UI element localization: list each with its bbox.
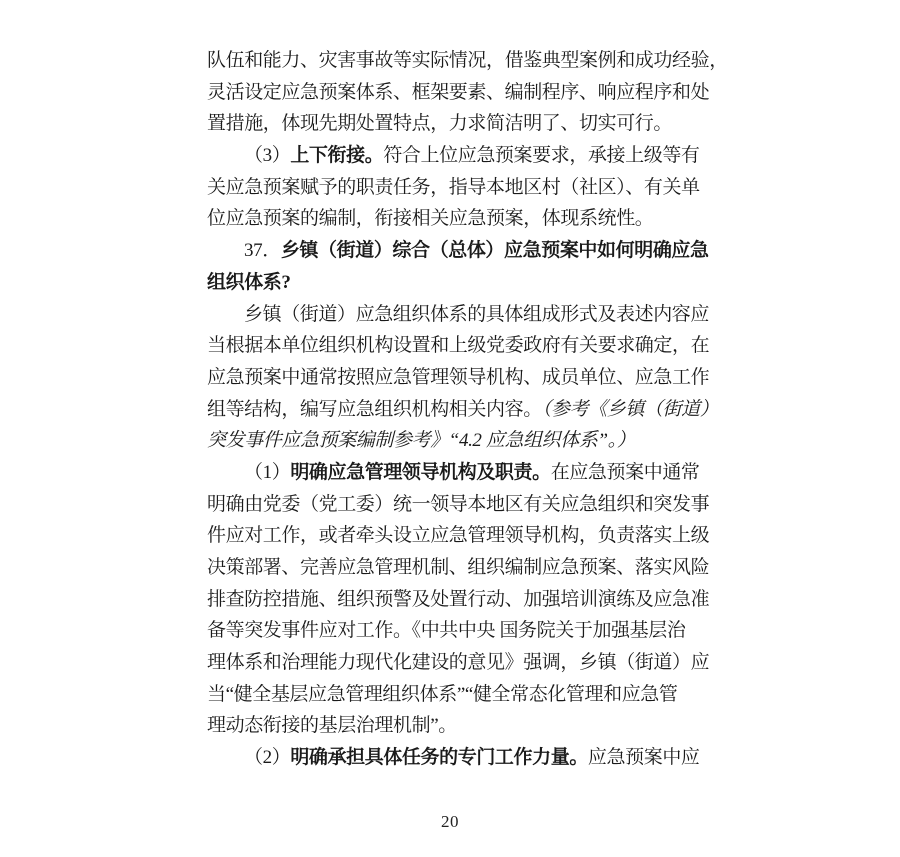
text-line: [207, 679, 725, 711]
body-text: 应急预案中应: [587, 747, 700, 769]
text-line: [207, 140, 725, 172]
body-text: 乡镇（街道）应急组织体系的具体组成形式及表述内容应: [244, 303, 710, 325]
text-line: [207, 425, 725, 457]
emphasis-text: 组织体系?: [207, 271, 291, 293]
body-text: 件应对工作，或者牵头设立应急管理领导机构，负责落实上级: [207, 525, 710, 547]
body-text: 当根据本单位组织机构设置和上级党委政府有关要求确定，在: [207, 335, 710, 357]
body-text: 37．: [244, 240, 281, 262]
body-text: （3）: [244, 145, 291, 167]
reference-note-text: 突发事件应急预案编制参考》“4.2 应急组织体系”。）: [207, 430, 636, 452]
text-line: [207, 172, 725, 204]
body-text: 理体系和治理能力现代化建设的意见》强调，乡镇（街道）应: [207, 652, 710, 674]
text-line: [207, 552, 725, 584]
text-line: [207, 362, 725, 394]
text-line: [207, 489, 725, 521]
text-line: [207, 394, 725, 426]
text-line: [207, 647, 725, 679]
text-line: [207, 710, 725, 742]
body-text: 理动态衔接的基层治理机制”。: [207, 715, 457, 737]
emphasis-text: 明确应急管理领导机构及职责。: [290, 461, 551, 483]
text-line: [207, 77, 725, 109]
body-text: 队伍和能力、灾害事故等实际情况，借鉴典型案例和成功经验，: [207, 50, 728, 71]
body-text: 排查防控措施、组织预警及处置行动、加强培训演练及应急准: [207, 588, 710, 610]
body-text: 备等突发事件应对工作。《中共中央 国务院关于加强基层治: [207, 620, 686, 642]
text-line: [207, 299, 725, 331]
page-number: 20: [441, 812, 459, 831]
text-line: [207, 267, 725, 299]
text-line: [207, 584, 725, 616]
emphasis-text: 乡镇（街道）综合（总体）应急预案中如何明确应急: [280, 240, 709, 262]
reference-note-text: （参考《乡镇（街道）: [541, 398, 719, 420]
text-line: [207, 235, 725, 267]
text-line: [207, 520, 725, 552]
body-text: 位应急预案的编制，衔接相关应急预案，体现系统性。: [207, 208, 654, 230]
body-text: 符合上位应急预案要求，承接上级等有: [383, 145, 700, 167]
body-text: 应急预案中通常按照应急管理领导机构、成员单位、应急工作: [207, 366, 710, 388]
body-text: 组等结构，编写应急组织机构相关内容。: [207, 398, 542, 420]
body-text: （1）: [244, 461, 291, 483]
text-line: [207, 108, 725, 140]
text-line: [207, 742, 725, 774]
body-text: 灵活设定应急预案体系、框架要素、编制程序、响应程序和处: [207, 81, 710, 103]
text-line: [207, 45, 728, 77]
body-text: 关应急预案赋予的职责任务，指导本地区村（社区）、有关单: [207, 176, 700, 198]
emphasis-text: 上下衔接。: [290, 145, 384, 167]
body-text: 在应急预案中通常: [550, 461, 700, 483]
body-text: （2）: [244, 747, 291, 769]
body-text: 当“健全基层应急管理组织体系”“健全常态化管理和应急管: [207, 683, 678, 705]
body-text: 决策部署、完善应急管理机制、组织编制应急预案、落实风险: [207, 557, 710, 578]
document-body: [207, 45, 728, 774]
text-line: [207, 330, 725, 362]
text-line: [207, 457, 725, 489]
text-line: [207, 203, 725, 235]
body-text: 置措施，体现先期处置特点，力求简洁明了、切实可行。: [207, 113, 673, 135]
emphasis-text: 明确承担具体任务的专门工作力量。: [290, 747, 588, 769]
body-text: 明确由党委（党工委）统一领导本地区有关应急组织和突发事: [207, 493, 710, 515]
text-line: [207, 615, 725, 647]
